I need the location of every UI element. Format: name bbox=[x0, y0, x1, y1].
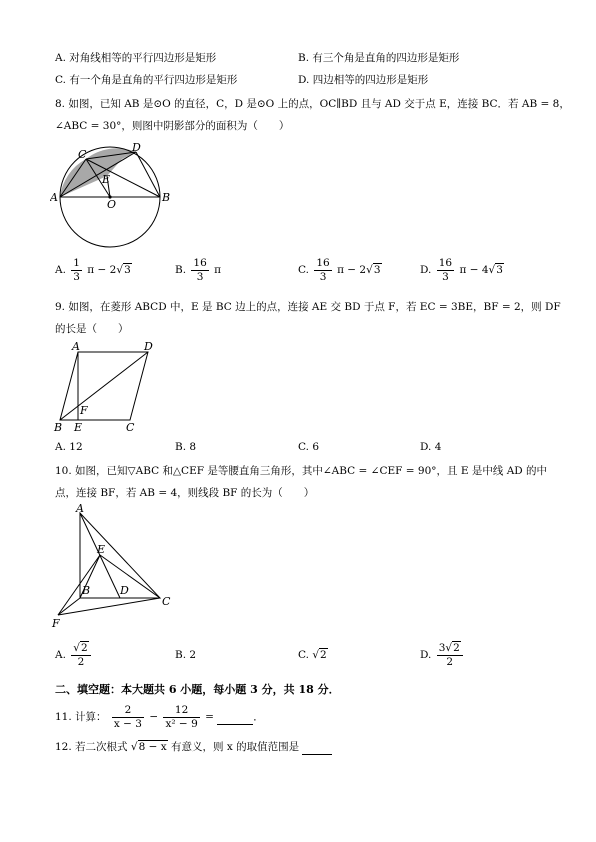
q9-label-e: E bbox=[74, 421, 83, 434]
q9-label-c: C bbox=[126, 421, 135, 434]
q9-option-b: B. 8 bbox=[175, 441, 197, 453]
q9-diagonal-bd bbox=[60, 352, 148, 420]
q9-option-c: C. 6 bbox=[298, 441, 320, 453]
q8-option-a: A. $\frac{1}{3}$ π − 2√3 bbox=[55, 257, 131, 283]
q8-label-o: O bbox=[107, 198, 117, 211]
q10-line-cf bbox=[58, 598, 160, 615]
q10-option-a: A. $\frac{√2}{2}$ bbox=[55, 643, 93, 667]
q8-question-line1: 8. 如图，已知 AB 是⊙O 的直径，C，D 是⊙O 上的点，OC∥BD 且与 AD 交于点 E，连接 BC．若 AB = 8， bbox=[55, 98, 570, 110]
q10-line-ce bbox=[100, 555, 160, 598]
q8-figure bbox=[50, 140, 175, 250]
q10-question-line1: 10. 如图，已知▽ABC 和△CEF 是等腰直角三角形，其中∠ABC = ∠CEF = 90°，且 E 是中线 AD 的中 bbox=[55, 465, 548, 477]
q9-label-d: D bbox=[144, 340, 153, 353]
q8-line-bd bbox=[136, 152, 160, 197]
q10-label-b: B bbox=[82, 584, 91, 597]
q10-line-bf bbox=[58, 598, 80, 615]
q7-option-c: C. 有一个角是直角的平行四边形是矩形 bbox=[55, 74, 238, 86]
q7-option-b: B. 有三个角是直角的四边形是矩形 bbox=[298, 52, 460, 64]
q8-option-c: C. $\frac{16}{3}$ π − 2√3 bbox=[298, 257, 381, 283]
q11-answer-blank[interactable] bbox=[217, 711, 253, 725]
q10-option-b: B. 2 bbox=[175, 649, 197, 661]
q10-figure bbox=[50, 503, 180, 633]
q12-question: 12. 若二次根式 √8 − x 有意义，则 x 的取值范围是 bbox=[55, 741, 332, 755]
q9-question-line1: 9. 如图，在菱形 ABCD 中，E 是 BC 边上的点，连接 AE 交 BD 于点 F，若 EC = 3BE，BF = 2，则 DF bbox=[55, 301, 561, 313]
q9-label-f: F bbox=[80, 404, 88, 417]
q9-option-a: A. 12 bbox=[55, 441, 83, 453]
q9-question-line2: 的长是（ ） bbox=[55, 323, 129, 335]
q10-label-d: D bbox=[120, 584, 129, 597]
q8-label-b: B bbox=[162, 191, 171, 204]
q8-label-a: A bbox=[50, 191, 58, 204]
q10-label-a: A bbox=[76, 503, 84, 515]
q10-label-c: C bbox=[162, 595, 171, 608]
q8-option-b: B. $\frac{16}{3}$ π bbox=[175, 257, 222, 283]
q10-option-d: D. $\frac{3√2}{2}$ bbox=[420, 643, 465, 667]
q9-figure bbox=[50, 340, 165, 435]
q11-question: 11. 计算： $\frac{2}{x - 3}$ − $\frac{12}{\text{x² − 9}}$ = ． bbox=[55, 704, 264, 730]
q12-answer-blank[interactable] bbox=[302, 741, 332, 755]
q9-label-b: B bbox=[54, 421, 63, 434]
q8-option-d: D. $\frac{16}{3}$ π − 4√3 bbox=[420, 257, 503, 283]
q10-question-line2: 点，连接 BF，若 AB = 4，则线段 BF 的长为（ ） bbox=[55, 487, 315, 499]
q9-label-a: A bbox=[72, 340, 80, 353]
q9-option-d: D. 4 bbox=[420, 441, 442, 453]
q8-label-d: D bbox=[132, 141, 141, 154]
q7-option-a: A. 对角线相等的平行四边形是矩形 bbox=[55, 52, 217, 64]
q10-line-ef bbox=[58, 555, 100, 615]
q10-label-e: E bbox=[97, 543, 106, 556]
q10-option-c: C. √2 bbox=[298, 649, 327, 661]
q8-label-c: C bbox=[78, 148, 87, 161]
q8-label-e: E bbox=[102, 173, 111, 186]
q8-question-line2: ∠ABC = 30°，则图中阴影部分的面积为（ ） bbox=[55, 120, 290, 132]
section2-heading: 二、填空题：本大题共 6 小题，每小题 3 分，共 18 分． bbox=[55, 683, 340, 696]
q7-option-d: D. 四边相等的四边形是矩形 bbox=[298, 74, 429, 86]
q10-label-f: F bbox=[52, 617, 60, 630]
